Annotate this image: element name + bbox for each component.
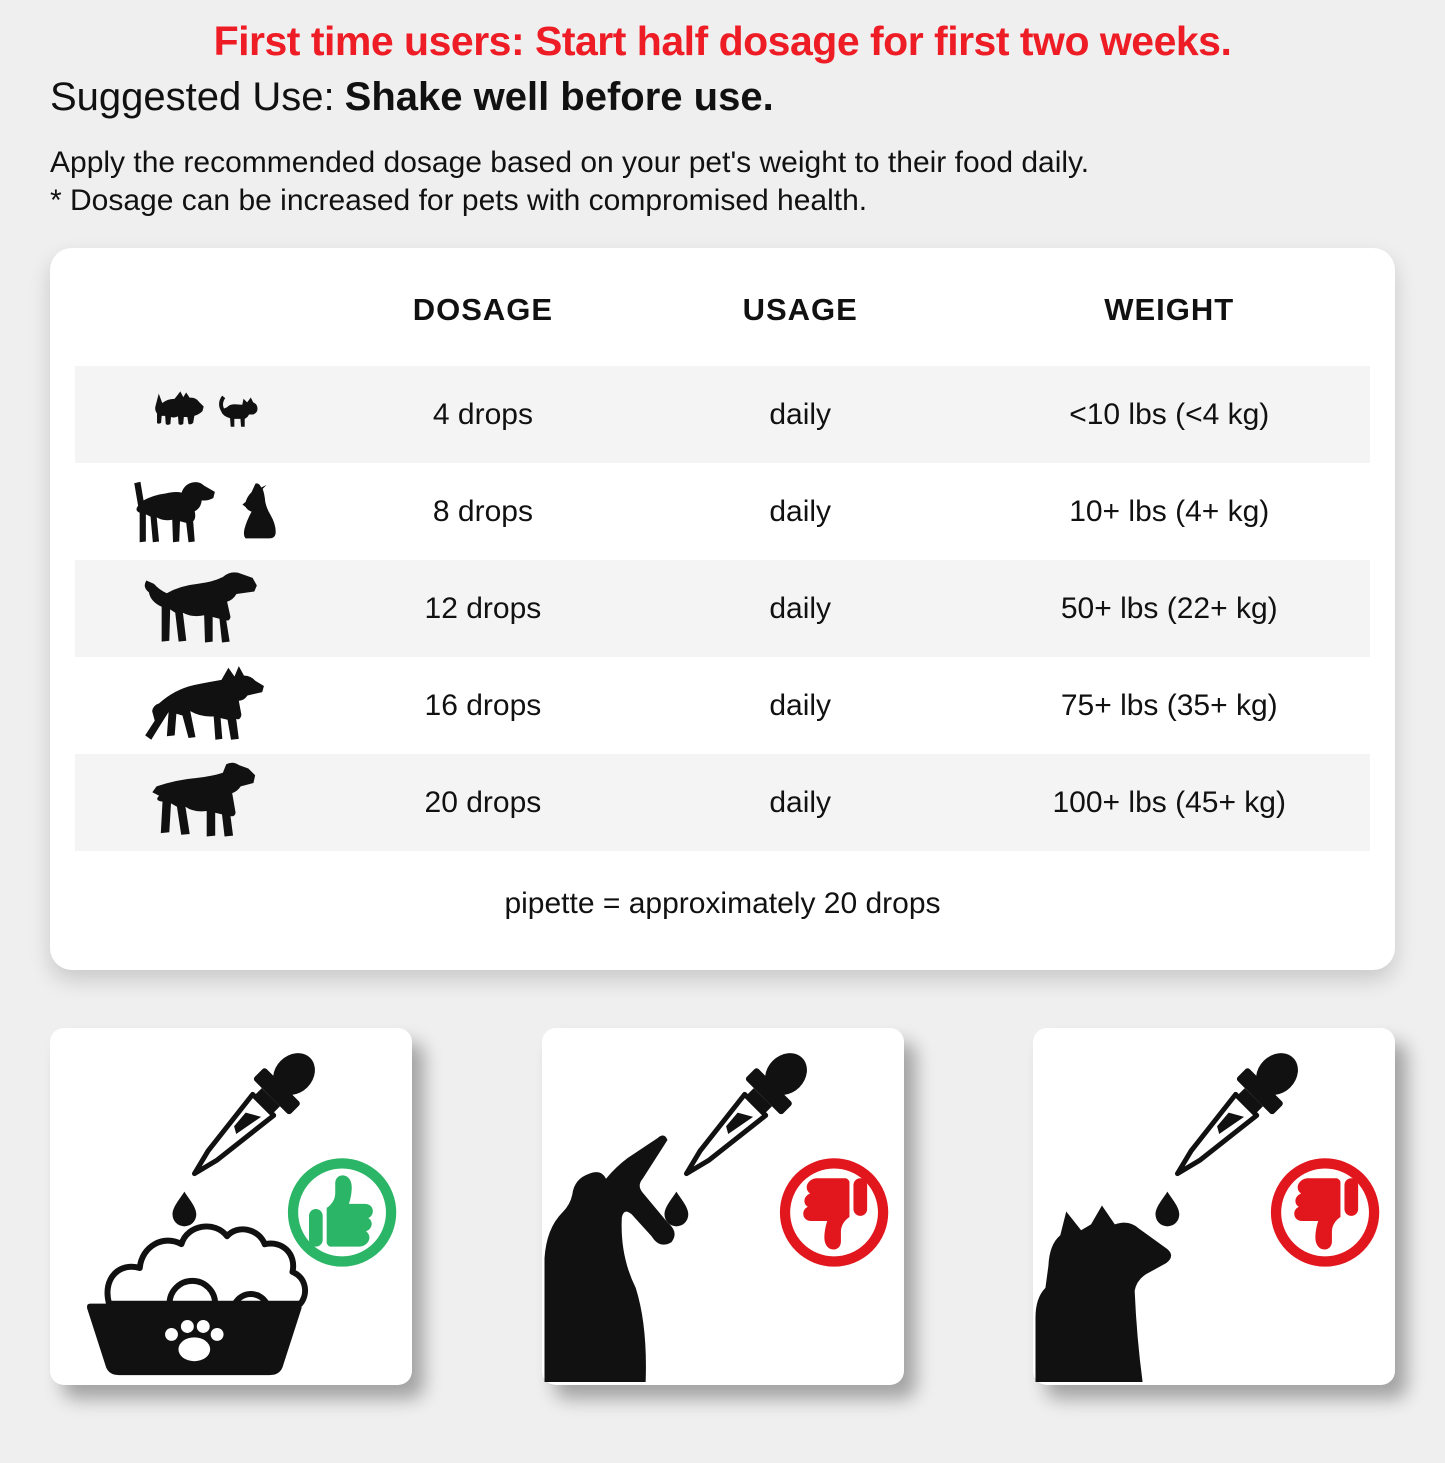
weight-value: 75+ lbs (35+ kg) <box>1060 688 1278 722</box>
dosage-value: 16 drops <box>424 688 542 722</box>
dosage-value: 4 drops <box>432 397 533 431</box>
dosage-table-card <box>50 248 1395 970</box>
thumbs-down-icon <box>1276 1163 1374 1261</box>
table-row <box>75 560 1370 657</box>
weight-value: 100+ lbs (45+ kg) <box>1052 785 1286 819</box>
dropper-over-dog-mouth-icon <box>542 1028 904 1385</box>
dropper-over-cat-mouth-icon <box>1033 1028 1395 1385</box>
usage-value: daily <box>769 397 832 431</box>
weight-value: 50+ lbs (22+ kg) <box>1060 591 1278 625</box>
dog-silhouette-icon <box>544 1136 674 1383</box>
suggested-use-line <box>50 75 1445 120</box>
pipette-note: pipette = approximately 20 drops <box>504 887 941 920</box>
intro-text <box>50 144 1445 220</box>
table-row <box>75 366 1370 463</box>
medium-dog-and-cat-icon <box>75 474 334 550</box>
intro-line-1: Apply the recommended dosage based on your pet's weight to their food daily. <box>50 146 1090 179</box>
dosage-value: 20 drops <box>424 785 542 819</box>
first-time-warning: First time users: Start half dosage for first two weeks. <box>213 18 1232 64</box>
weight-value: <10 lbs (<4 kg) <box>1069 397 1270 431</box>
suggested-use-label: Suggested Use: <box>50 75 335 119</box>
intro-line-2: * Dosage can be increased for pets with compromised health. <box>50 184 868 217</box>
column-header-usage: USAGE <box>742 292 858 327</box>
dropper-over-food-bowl-icon <box>50 1028 412 1385</box>
suggested-use-instruction: Shake well before use. <box>344 75 774 119</box>
drop-icon <box>664 1192 688 1227</box>
thumbs-down-icon <box>785 1163 883 1261</box>
usage-card-apply-to-food <box>50 1028 412 1385</box>
drop-icon <box>1155 1192 1179 1227</box>
drop-icon <box>172 1192 196 1227</box>
usage-cards-row <box>50 1028 1395 1385</box>
extra-large-dog-icon <box>75 660 334 751</box>
dosage-table-body <box>75 366 1370 851</box>
cat-silhouette-icon <box>1036 1206 1172 1383</box>
thumbs-up-icon <box>293 1163 391 1261</box>
dosage-value: 8 drops <box>432 494 533 528</box>
weight-value: 10+ lbs (4+ kg) <box>1069 494 1270 528</box>
dosage-table-header <box>75 248 1370 328</box>
usage-card-not-into-cat-mouth <box>1033 1028 1395 1385</box>
usage-value: daily <box>769 688 832 722</box>
dropper-icon <box>1159 1040 1311 1192</box>
dosage-value: 12 drops <box>424 591 542 625</box>
column-header-weight: WEIGHT <box>1104 292 1235 327</box>
small-dog-and-kitten-icon <box>75 389 334 441</box>
large-dog-icon <box>75 566 334 651</box>
table-row <box>75 657 1370 754</box>
usage-value: daily <box>769 785 832 819</box>
column-header-dosage: DOSAGE <box>412 292 554 327</box>
dropper-icon <box>668 1040 820 1192</box>
dropper-icon <box>176 1040 328 1192</box>
usage-card-not-into-dog-mouth <box>542 1028 904 1385</box>
table-row <box>75 754 1370 851</box>
food-bowl-icon <box>87 1226 305 1375</box>
usage-value: daily <box>769 591 832 625</box>
table-row <box>75 463 1370 560</box>
dosage-infographic-page <box>0 18 1445 1385</box>
usage-value: daily <box>769 494 832 528</box>
giant-dog-icon <box>75 760 334 845</box>
